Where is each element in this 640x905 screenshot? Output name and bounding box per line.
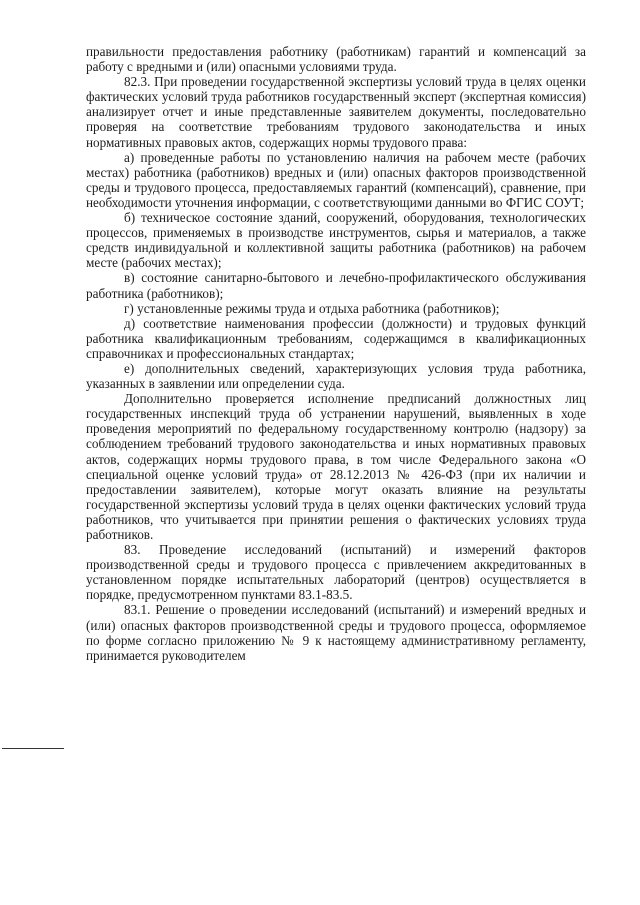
paragraph-82-3-a: а) проведенные работы по установлению наличия на рабочем месте (рабочих местах) работника (работников) вредных и (или) опасных факторов производственной среды и трудового процесса, предоставляемых гарантий (компенсаций), сравнение, при необходимости уточнения информации, с соответствующими данными во ФГИС СОУТ; [86, 149, 586, 210]
document-body [86, 44, 586, 663]
paragraph-additional-check: Дополнительно проверяется исполнение предписаний должностных лиц государственных инспекций труда об устранении нарушений, выявленных в ходе проведения мероприятий по федеральному государственному контролю (надзору) за соблюдением требований трудового законодательства и иных нормативных правовых актов, содержащих нормы трудового права, в том числе Федерального закона «О специальной оценке условий труда» от 28.12.2013 № 426-ФЗ (при их наличии и предоставлении заявителем), которые могут оказать влияние на результаты государственной экспертизы условий труда в целях оценки фактических условий труда работников, что учитывается при принятии решения о фактических условиях труда работников. [86, 391, 586, 542]
paragraph-82-3-e: е) дополнительных сведений, характеризующих условия труда работника, указанных в заявлении или определении суда. [86, 360, 586, 392]
paragraph-83-1: 83.1. Решение о проведении исследований (испытаний) и измерений вредных и (или) опасных факторов производственной среды и трудового процесса, оформляемое по форме согласно приложению № 9 к настоящему административному регламенту, принимается руководителем [86, 602, 586, 663]
paragraph-82-3-b: б) техническое состояние зданий, сооружений, оборудования, технологических процессов, применяемых в производстве инструментов, сырья и материалов, а также средств индивидуальной и коллективной защиты работника (работников) на рабочем месте (рабочих местах); [86, 210, 586, 271]
footnote-separator-line [2, 748, 64, 749]
paragraph-continuation: правильности предоставления работнику (работникам) гарантий и компенсаций за работу с вредными и (или) опасными условиями труда. [86, 44, 586, 75]
paragraph-82-3-d: д) соответствие наименования профессии (должности) и трудовых функций работника квалификационным требованиям, содержащимся в квалификационных справочниках и профессиональных стандартах; [86, 315, 586, 361]
paragraph-82-3-v: в) состояние санитарно-бытового и лечебно-профилактического обслуживания работника (работников); [86, 270, 586, 301]
paragraph-82-3: 82.3. При проведении государственной экспертизы условий труда в целях оценки фактических условий труда работников государственный эксперт (экспертная комиссия) анализирует отчет и иные представленные заявителем документы, последовательно проверяя на соответствие требованиям трудового законодательства и иных нормативных правовых актов, содержащих нормы трудового права: [86, 74, 586, 150]
paragraph-83: 83. Проведение исследований (испытаний) и измерений факторов производственной среды и трудового процесса с привлечением аккредитованных в установленном порядке испытательных лабораторий (центров) осуществляется в порядке, предусмотренном пунктами 83.1-83.5. [86, 542, 586, 603]
paragraph-82-3-g: г) установленные режимы труда и отдыха работника (работников); [124, 300, 500, 316]
